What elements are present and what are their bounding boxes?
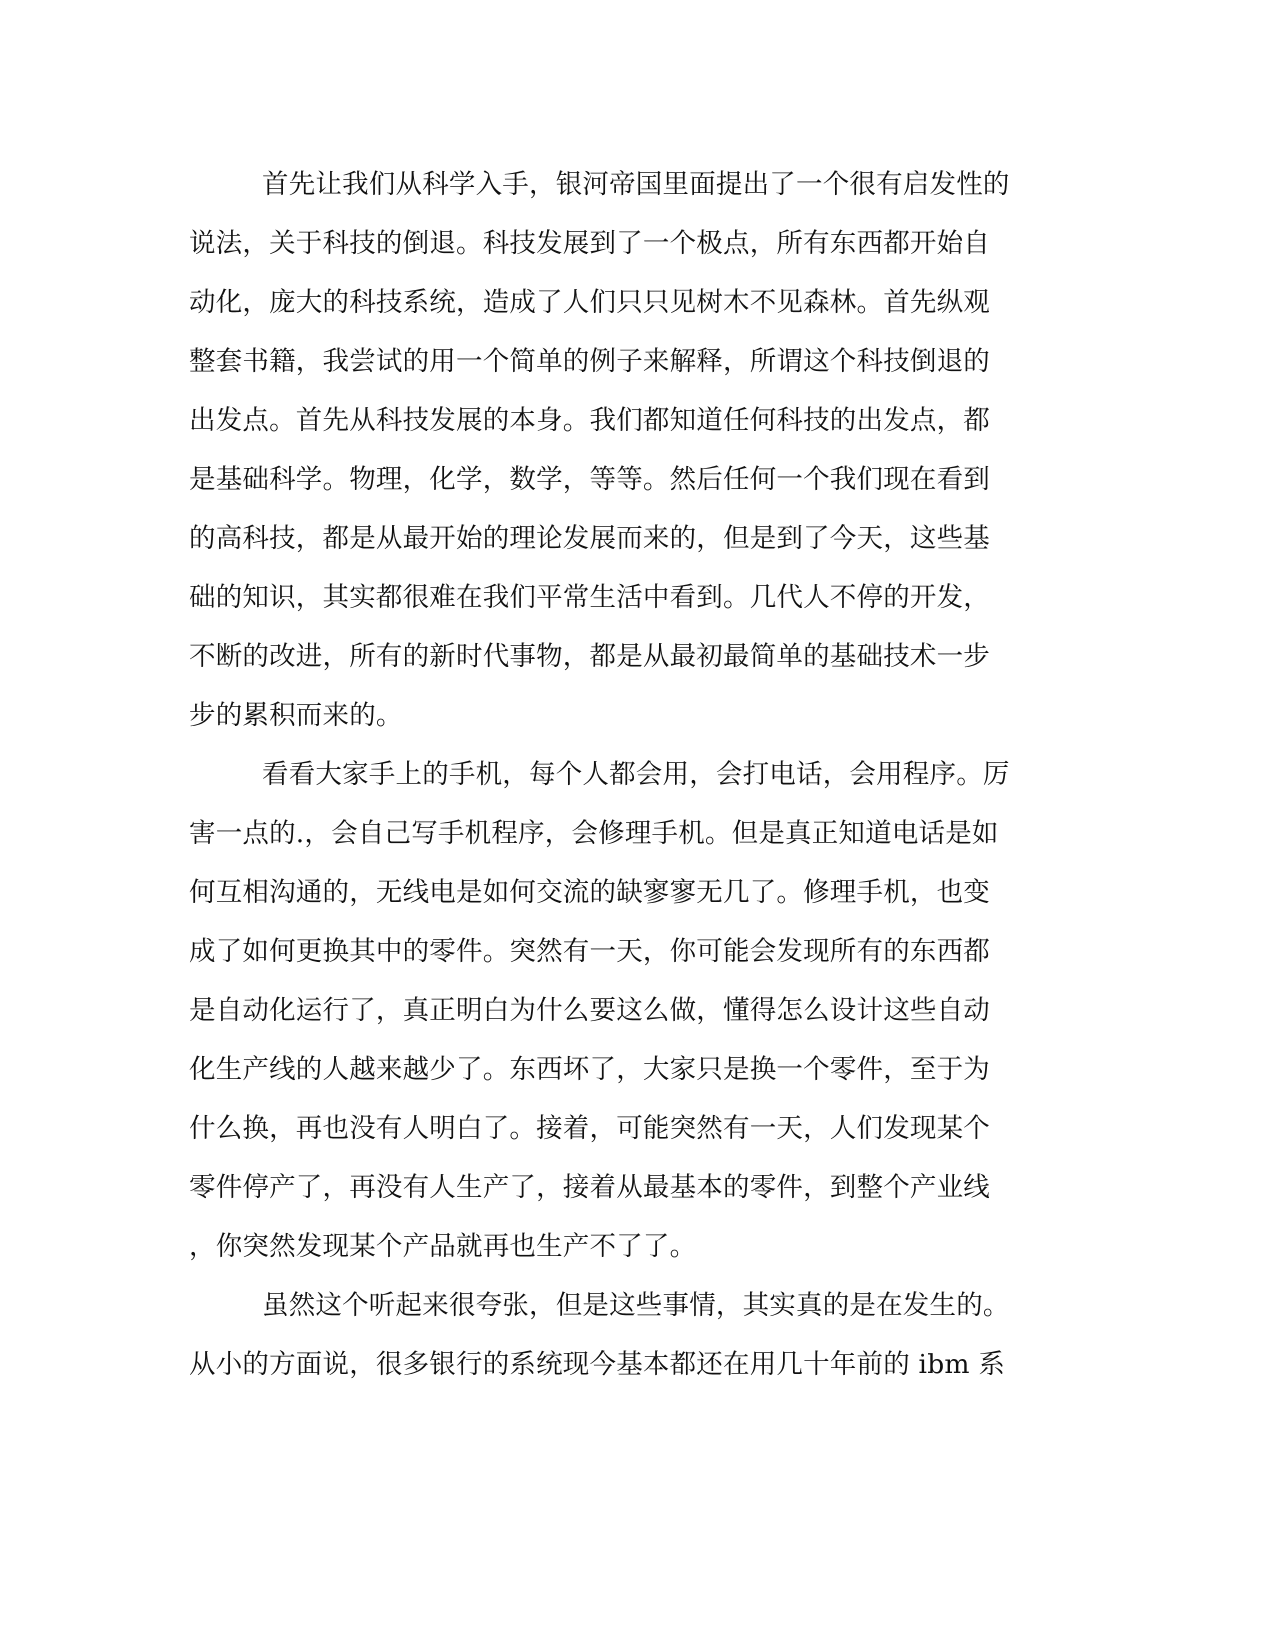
paragraph-1-line-10: 步的累积而来的。 [189,700,403,731]
paragraph-1-line-5: 出发点。首先从科技发展的本身。我们都知道任何科技的出发点，都 [189,405,990,436]
paragraph-1-line-8: 础的知识，其实都很难在我们平常生活中看到。几代人不停的开发， [189,582,990,613]
paragraph-2-line-3: 何互相沟通的，无线电是如何交流的缺寥寥无几了。修理手机，也变 [189,877,990,908]
paragraph-2-line-7: 什么换，再也没有人明白了。接着，可能突然有一天，人们发现某个 [189,1113,990,1144]
paragraph-1-line-1: 首先让我们从科学入手，银河帝国里面提出了一个很有启发性的 [262,169,1010,200]
paragraph-1-line-7: 的高科技，都是从最开始的理论发展而来的，但是到了今天，这些基 [189,523,990,554]
paragraph-2-line-5: 是自动化运行了，真正明白为什么要这么做，懂得怎么设计这些自动 [189,995,990,1026]
paragraph-2-line-9: ，你突然发现某个产品就再也生产不了了。 [189,1231,697,1262]
paragraph-2-line-6: 化生产线的人越来越少了。东西坏了，大家只是换一个零件，至于为 [189,1054,990,1085]
paragraph-1-line-3: 动化，庞大的科技系统，造成了人们只只见树木不见森林。首先纵观 [189,287,990,318]
paragraph-2-line-1: 看看大家手上的手机，每个人都会用，会打电话，会用程序。厉 [262,759,1010,790]
paragraph-1-line-9: 不断的改进，所有的新时代事物，都是从最初最简单的基础技术一步 [189,641,990,672]
paragraph-2-line-4: 成了如何更换其中的零件。突然有一天，你可能会发现所有的东西都 [189,936,990,967]
paragraph-2-line-8: 零件停产了，再没有人生产了，接着从最基本的零件，到整个产业线 [189,1172,990,1203]
paragraph-1-line-2: 说法，关于科技的倒退。科技发展到了一个极点，所有东西都开始自 [189,228,990,259]
paragraph-3-line-2: 从小的方面说，很多银行的系统现今基本都还在用几十年前的 ibm 系 [189,1349,1006,1380]
paragraph-1-line-6: 是基础科学。物理，化学，数学，等等。然后任何一个我们现在看到 [189,464,990,495]
paragraph-3-line-1: 虽然这个听起来很夸张，但是这些事情，其实真的是在发生的。 [262,1290,1010,1321]
paragraph-2-line-2: 害一点的.，会自己写手机程序，会修理手机。但是真正知道电话是如 [189,818,999,849]
paragraph-1-line-4: 整套书籍，我尝试的用一个简单的例子来解释，所谓这个科技倒退的 [189,346,990,377]
